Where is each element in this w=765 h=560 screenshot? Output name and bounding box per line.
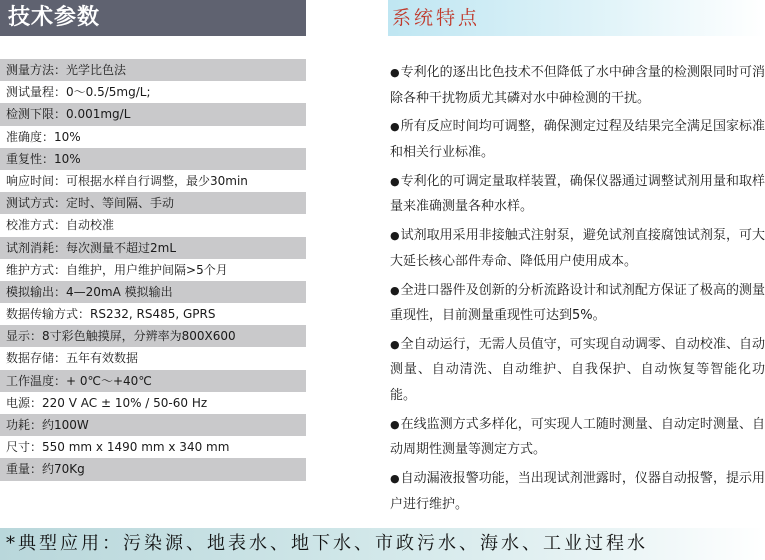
spec-value: 定时、等间隔、手动 [66,196,175,211]
spec-row [0,436,306,458]
spec-row [0,103,306,125]
spec-value: 自动校准 [66,218,115,233]
spec-row [0,237,306,259]
spec-row [0,126,306,148]
spec-value: 可根据水样自行调整，最少30min [66,173,248,188]
spec-value: 约70Kg [42,462,85,477]
feature-text: 全自动运行，无需人员值守，可实现自动调零、自动校准、自动测量、自动清洗、自动维护、自我保护、自动恢复等智能化功能。 [390,336,765,404]
spec-row [0,281,306,303]
feature-item [390,278,765,329]
bullet-icon: ● [390,229,400,243]
spec-label: 工作温度： [6,373,67,388]
spec-value: RS232, RS485, GPRS [90,307,216,322]
spec-row [0,259,306,281]
spec-value: 4—20mA 模拟输出 [66,284,173,299]
spec-label: 校准方式： [6,218,67,233]
feature-text: 试剂取用采用非接触式注射泵，避免试剂直接腐蚀试剂泵，可大大延长核心部件寿命、降低用户使用成本。 [390,228,765,269]
spec-list [0,59,306,481]
spec-label: 维护方式： [6,262,67,277]
spec-label: 显示： [6,329,43,344]
spec-row [0,214,306,236]
features-title: 系统特点 [388,0,765,36]
spec-row [0,458,306,480]
bullet-icon: ● [390,66,400,79]
spec-label: 准确度： [6,129,55,144]
tech-params-title: 技术参数 [0,0,306,36]
spec-value: 10% [54,129,81,144]
feature-list [390,60,765,521]
feature-text: 自动漏液报警功能，当出现试剂泄露时，仪器自动报警，提示用户进行维护。 [390,471,765,512]
spec-value: 0.001mg/L [66,107,131,122]
feature-item [390,466,765,517]
spec-row [0,414,306,436]
spec-value: 光学比色法 [66,63,127,77]
spec-row [0,81,306,103]
spec-label: 重复性： [6,151,55,166]
feature-text: 专利化的可调定量取样装置，确保仪器通过调整试剂用量和取样量来准确测量各种水样。 [390,173,765,215]
spec-row [0,347,306,369]
bullet-icon: ● [390,417,400,431]
spec-label: 试剂消耗： [6,240,67,255]
spec-value: 220 V AC ± 10% / 50-60 Hz [42,395,208,410]
feature-text: 所有反应时间均可调整，确保测定过程及结果完全满足国家标准和相关行业标准。 [390,119,765,160]
spec-value: 8寸彩色触摸屏，分辨率为800X600 [42,329,236,344]
spec-value: 每次测量不超过2mL [66,240,177,255]
spec-label: 电源： [6,395,43,410]
spec-value: 自维护，用户维护间隔>5个月 [66,262,228,277]
spec-label: 数据传输方式： [6,307,91,322]
spec-value: 0～0.5/5mg/L; [66,85,151,100]
spec-row [0,392,306,414]
feature-item [390,169,765,220]
bullet-icon: ● [390,337,400,351]
spec-label: 功耗： [6,418,43,432]
spec-row [0,59,306,81]
feature-text: 全进口器件及创新的分析流路设计和试剂配方保证了极高的测量重现性，目前测量重现性可达到5%。 [390,282,765,324]
spec-label: 测量方法： [6,63,67,77]
spec-label: 响应时间： [6,173,67,188]
spec-row [0,303,306,325]
feature-text: 专利化的逐出比色技术不但降低了水中砷含量的检测限同时可消除各种干扰物质尤其磷对水中砷检测的干扰。 [390,65,765,106]
bullet-icon: ● [390,174,400,188]
spec-row [0,170,306,192]
spec-label: 重量： [6,462,43,477]
feature-item [390,114,765,165]
bullet-icon: ● [390,283,400,297]
feature-item [390,332,765,409]
feature-text: 在线监测方式多样化，可实现人工随时测量、自动定时测量、自动周期性测量等测定方式。 [390,416,765,458]
feature-item [390,223,765,274]
features-section [388,0,765,520]
feature-item [390,412,765,463]
bullet-icon: ● [390,472,400,486]
typical-applications-bar: *典型应用：污染源、地表水、地下水、市政污水、海水、工业过程水 [0,528,765,560]
spec-label: 测试量程： [6,85,67,100]
spec-row [0,325,306,347]
spec-row [0,148,306,170]
spec-row [0,370,306,392]
spec-label: 尺寸： [6,440,43,455]
spec-row [0,192,306,214]
spec-value: 约100W [42,418,89,432]
feature-item [390,60,765,111]
spec-value: 550 mm x 1490 mm x 340 mm [42,440,230,455]
spec-label: 检测下限： [6,107,67,122]
spec-value: 10% [54,151,81,166]
spec-label: 数据存储： [6,351,67,366]
bullet-icon: ● [390,120,400,134]
tech-params-section [0,0,308,520]
spec-label: 模拟输出： [6,284,67,299]
spec-label: 测试方式： [6,196,67,211]
spec-value: + 0℃～+40℃ [66,373,152,388]
spec-value: 五年有效数据 [66,351,139,366]
